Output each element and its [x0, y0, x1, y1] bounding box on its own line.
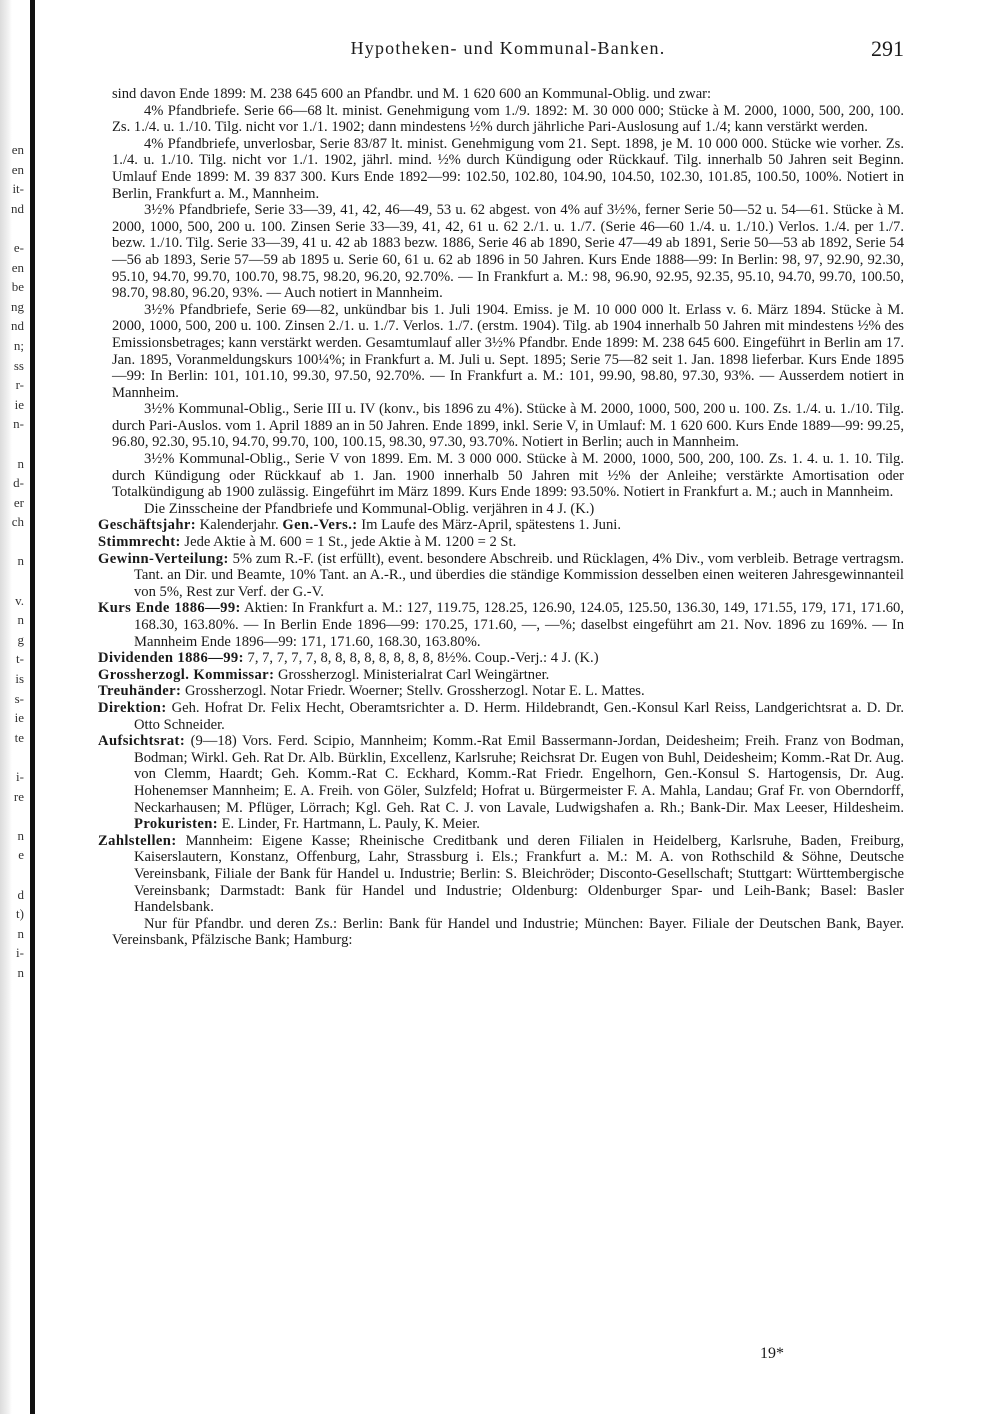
section-label-secondary: Gen.-Vers.:: [282, 517, 358, 534]
margin-fragment: [0, 865, 24, 885]
margin-fragment: g: [17, 631, 24, 647]
section-text: 5% zum R.-F. (ist erfüllt), event. besondere Abschreib. und Rücklagen, 4% Div., vom verbleib. Betrage vertragsm. Tant. an Dir. und Beamte, 10% Tant. an A.-R., und überdies die ständige Kommission desselben einen weiteren Jahresgewinnanteil von 5%, Rest zur Verf. der G.-V.: [134, 550, 904, 600]
margin-fragment: n: [17, 925, 24, 941]
margin-fragment: en: [11, 259, 24, 275]
margin-fragment: ng: [11, 298, 24, 314]
section-text-secondary: Im Laufe des März-April, spätestens 1. Juni.: [361, 517, 621, 534]
page-header: [112, 38, 904, 68]
margin-fragment: s-: [14, 690, 24, 706]
section-label: Gewinn-Verteilung:: [98, 550, 229, 567]
margin-fragment: i-: [16, 769, 24, 784]
margin-fragment: [0, 434, 24, 454]
page-body: [98, 86, 905, 949]
section-text: Mannheim: Eigene Kasse; Rheinische Creditbank und deren Filialen in Heidelberg, Karlsruhe, Baden, Freiburg, Kaiserslautern, Konstanz, Offenburg, Lahr, Strassburg i. Els.; Frankfurt a. M.: M. A. von Rothschild & Söhne, Deutsche Vereinsbank, Filiale der Bank für Handel u. Industrie; Berlin: S. Bleichröder; Disconto-Gesellschaft; Stuttgart: Württembergische Vereinsbank; Darmstadt: Bank für Handel und Industrie; Oldenburg: Oldenburger Spar- und Leih-Bank; Basel: Basler Handelsbank.: [134, 832, 904, 916]
section-label: Zahlstellen:: [98, 832, 177, 849]
pfandbriefe-3-5pct-series-69-82: 3½% Pfandbriefe, Serie 69—82, unkündbar bis 1. Juli 1904. Emiss. je M. 10 000 000 lt. Erlass v. 6. März 1894. Stücke à M. 2000, 1000, 500, 200 u. 100. Zinsen 2./1. u. 1./7. Verlos. 1./7. (erstm. 1904). Tilg. ab 1904 innerhalb 50 Jahren mit mindestens ½% des Emissionsbetrages; kann verstärkt werden. Gesamtumlauf aller 3½% Pfandbr. Ende 1899: M. 238 645 600. Eingeführt in Berlin am 17. Jan. 1895, Voranmeldungskurs 100¼%; in Frankfurt a. M. Juli u. Sept. 1895; Serie 75—82 seit 1. Jan. 1898 lieferbar. Kurs Ende 1895—99: In Berlin: 101, 101.10, 99.30, 97.50, 92.70%. — In Frankfurt a. M.: 101, 99.90, 98.80, 97.30, 93%. — Ausserdem notiert in Mannheim.: [112, 301, 904, 401]
margin-fragment: e: [18, 847, 24, 863]
section-label: Treuhänder:: [98, 683, 182, 700]
section-zahlstellen: [98, 832, 904, 916]
margin-fragment: ss: [13, 357, 24, 373]
zinsscheine-note: Die Zinsscheine der Pfandbriefe und Kommunal-Oblig. verjähren in 4 J. (K.): [144, 500, 595, 517]
section-text: Aktien: In Frankfurt a. M.: 127, 119.75, 128.25, 126.90, 124.05, 125.50, 136.30, 149, 171.55, 179, 171, 171.60, 168.30, 163.80%. — In Berlin Ende 1896—99: 170.25, 171.60, —, —%; daselbst eingeführt am 21. Nov. 1896 zu 169%. — In Mannheim Ende 1896—99: 171, 171.60, 168.30, 163.80%.: [134, 600, 904, 650]
section-stimmrecht: [98, 534, 904, 551]
margin-fragment: n: [17, 455, 24, 471]
margin-fragment: t-: [16, 651, 24, 667]
margin-fragment: n;: [13, 337, 24, 353]
margin-fragment: en: [11, 142, 24, 157]
section-kurs: [98, 600, 904, 650]
section-text: 7, 7, 7, 7, 7, 8, 8, 8, 8, 8, 8, 8, 8, 8½%. Coup.-Verj.: 4 J. (K.): [247, 650, 599, 667]
signature-mark: 19*: [760, 1345, 784, 1362]
margin-fragment: [0, 532, 24, 552]
margin-fragment: [0, 747, 24, 767]
margin-fragment: r-: [15, 377, 24, 393]
section-label: Kurs Ende 1886—99:: [98, 600, 241, 617]
margin-fragment: ie: [14, 710, 24, 726]
margin-fragment: n-: [13, 416, 24, 432]
previous-page-margin-fragments: [0, 140, 24, 983]
section-label: Aufsichtsrat:: [98, 733, 186, 750]
margin-fragment: nd: [11, 200, 24, 216]
margin-fragment: v.: [15, 592, 24, 608]
section-geschaeftsjahr: [98, 517, 904, 534]
kommunal-oblig-series-3-4: 3½% Kommunal-Oblig., Serie III u. IV (konv., bis 1896 zu 4%). Stücke à M. 2000, 1000, 500, 200 u. 100. Zs. 1./4. u. 1./10. Tilg. durch Pari-Auslos. vom 1. April 1889 an in 50 Jahren. Ende 1899, inkl. Serie V, in Umlauf: M. 1 620 600. Kurs Ende 1889—99: 99.25, 96.80, 92.30, 95.10, 94.70, 99.70, 100, 100.15, 98.30, 97.30, 93.70%. Notiert in Berlin; auch in Mannheim.: [112, 401, 904, 451]
section-gewinn-verteilung: [98, 550, 904, 601]
section-treuhaender: [98, 683, 904, 700]
section-label: Geschäftsjahr:: [98, 517, 197, 534]
margin-fragment: ie: [14, 396, 24, 412]
section-label: Stimmrecht:: [98, 534, 181, 551]
intro-paragraph: sind davon Ende 1899: M. 238 645 600 an Pfandbr. und M. 1 620 600 an Kommunal-Oblig. und zwar:: [112, 86, 712, 102]
margin-fragment: d-: [13, 475, 24, 491]
section-label: Grossherzogl. Kommissar:: [98, 666, 275, 683]
section-dividenden: [98, 650, 904, 667]
margin-fragment: ch: [11, 514, 24, 530]
margin-fragment: e-: [13, 239, 24, 255]
kommunal-oblig-series-5: 3½% Kommunal-Oblig., Serie V von 1899. Em. M. 3 000 000. Stücke à M. 2000, 1000, 500, 200, 100. Zs. 1. 4. u. 1. 10. Tilg. durch Kündigung oder Rückkauf ab 1. Jan. 1900 innerhalb 50 Jahren mit ½% der Anleihe; verstärkte Amortisation oder Totalkündigung ab 1900 zulässig. Eingeführt im März 1899. Kurs Ende 1899: 93.50%. Notiert in Frankfurt a. M.; auch in Mannheim.: [112, 451, 904, 501]
margin-fragment: n: [17, 612, 24, 628]
section-text: Grossherzogl. Notar Friedr. Woerner; Stellv. Grossherzogl. Notar E. L. Mattes.: [184, 683, 645, 700]
margin-fragment: n: [17, 827, 24, 843]
margin-fragment: er: [13, 494, 24, 510]
pfandbriefe-4pct-series-66-68: 4% Pfandbriefe. Serie 66—68 lt. minist. Genehmigung vom 1./9. 1892: M. 30 000 000; Stücke à M. 2000, 1000, 500, 200, 100. Zs. 1./4. u. 1./10. Tilg. nicht vor 1./1. 1902; dann mindestens ½% durch jährliche Pari-Auslosung auf 1./4; kann verstärkt werden.: [112, 102, 904, 136]
margin-fragment: it-: [12, 181, 24, 197]
margin-fragment: [0, 806, 24, 826]
margin-fragment: [0, 571, 24, 591]
margin-fragment: re: [13, 788, 24, 804]
margin-fragment: be: [11, 279, 24, 295]
closing-paragraph: Nur für Pfandbr. und deren Zs.: Berlin: Bank für Handel und Industrie; München: Bayer. Filiale der Deutschen Bank, Bayer. Vereinsbank, Pfälzische Bank; Hamburg:: [112, 915, 904, 949]
section-label: Direktion:: [98, 699, 167, 716]
section-aufsichtsrat: [98, 733, 905, 833]
margin-fragment: i-: [16, 945, 24, 961]
page-number: 291: [871, 36, 904, 61]
binding-edge: [30, 0, 35, 1414]
margin-fragment: n: [17, 964, 24, 980]
section-kommissar: [98, 666, 904, 684]
margin-fragment: t): [16, 906, 24, 922]
pfandbriefe-4pct-unverlosbar: 4% Pfandbriefe, unverlosbar, Serie 83/87 lt. minist. Genehmigung vom 21. Sept. 1898, je M. 10 000 000. Stücke wie vorher. Zs. 1./4. u. 1./10. Tilg. nicht vor 1./1. 1902, jährl. mind. ½% durch Kündigung oder Rückkauf. Tilg. innerhalb 50 Jahren seit Beginn. Umlauf Ende 1899: M. 39 837 300. Kurs Ende 1892—99: 102.50, 102.80, 104.90, 104.50, 102.30, 101.85, 100.50, 100%. Notiert in Berlin, Frankfurt a. M., Mannheim.: [112, 135, 904, 202]
running-title: Hypotheken- und Kommunal-Banken.: [350, 38, 666, 58]
section-direktion: [98, 699, 904, 733]
section-label-secondary: Prokuristen:: [134, 816, 218, 833]
pfandbriefe-3-5pct-series-33-62: 3½% Pfandbriefe, Serie 33—39, 41, 42, 46—49, 53 u. 62 abgest. von 4% auf 3½%, ferner Serie 50—52 u. 54—61. Stücke à M. 2000, 1000, 500, 200 u. 100. Zinsen Serie 33—39, 41, 42, 61 u. 62 2./1. u. 1./7. (Serie 46—60 1./4. u. 1./10.) Verlos. 1./4. per 1./7. bezw. 1./10. Tilg. Serie 33—39, 41 u. 42 ab 1883 bezw. 1886, Serie 46 ab 1890, Serie 47—49 ab 1891, Serie 50—53 ab 1892, Serie 54—56 ab 1893, Serie 57—59 ab 1895 u. Serie 60, 61 u. 62 ab 1896 in 50 Jahren. Kurs Ende 1888—99: In Berlin: 98, 97, 92.90, 92.30, 95.10, 94.70, 99.70, 100.70, 98.75, 98.20, 96.20, 92.70%. — In Frankfurt a. M.: 98, 96.90, 92.95, 92.35, 95.10, 94.70, 99.70, 100.50, 98.70, 98.80, 96.20, 93%. — Auch notiert in Mannheim.: [112, 202, 904, 302]
section-text-secondary: E. Linder, Fr. Hartmann, L. Pauly, K. Meier.: [221, 816, 480, 833]
section-label: Dividenden 1886—99:: [98, 650, 244, 667]
margin-fragment: en: [11, 161, 24, 177]
section-text: Kalenderjahr.: [199, 517, 283, 534]
margin-fragment: is: [15, 671, 24, 687]
section-text: (9—18) Vors. Ferd. Scipio, Mannheim; Komm.-Rat Emil Bassermann-Jordan, Deidesheim; Freih. Franz von Bodman, Bodman; Wirkl. Geh. Rat Dr. Alb. Bürklin, Excellenz, Karlsruhe; Reichsrat Dr. Eugen von Buhl, Deidesheim; Komm.-Rat Dr. Aug. von Clemm, Haardt; Geh. Komm.-Rat C. Eckhard, Komm.-Rat Friedr. Engelhorn, Gen.-Konsul S. Hartogensis, Dr. Aug. Hohenemser Mannheim; E. A. Freih. von Göler, Sulzfeld; Hofrat u. Bürgermeister F. A. Mahla, Landau; Graf Fr. von Oberndorff, Neckarhausen; M. Pflüger, Lörrach; Kgl. Geh. Rat C. J. von Lavale, Ludwigshafen a. Rh.; Bank-Dir. Max Leeser, Hildesheim.: [134, 733, 905, 816]
section-text: Geh. Hofrat Dr. Felix Hecht, Oberamtsrichter a. D. Herm. Hildebrandt, Gen.-Konsul Karl Reiss, Landgerichtsrat a. D. Dr. Otto Schneider.: [134, 699, 904, 733]
margin-fragment: n: [17, 553, 24, 569]
margin-fragment: [0, 218, 24, 238]
margin-fragment: nd: [11, 318, 24, 334]
section-text: Grossherzogl. Ministerialrat Carl Weingärtner.: [277, 666, 550, 683]
margin-fragment: d: [17, 886, 24, 902]
section-text: Jede Aktie à M. 600 = 1 St., jede Aktie à M. 1200 = 2 St.: [184, 534, 517, 551]
margin-fragment: te: [14, 729, 24, 745]
